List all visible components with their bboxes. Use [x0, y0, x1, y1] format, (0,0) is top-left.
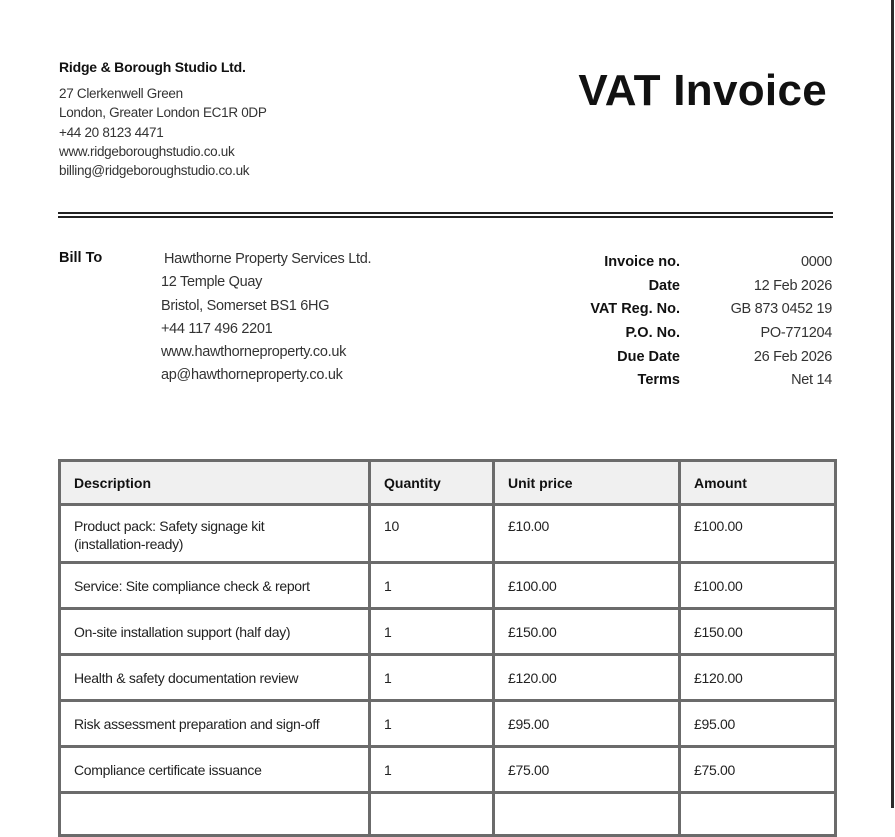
meta-value: Net 14 — [791, 372, 832, 389]
meta-label: Due Date — [617, 348, 680, 365]
column-header-amount: Amount — [680, 461, 836, 505]
meta-row-terms — [560, 368, 833, 392]
meta-label: Invoice no. — [604, 253, 680, 270]
cell-description: Health & safety documentation review — [60, 655, 370, 701]
cell-quantity: 1 — [370, 609, 494, 655]
bill-to-address-line2: Bristol, Somerset BS1 6HG — [161, 297, 330, 314]
bill-to-address-line1: 12 Temple Quay — [161, 274, 263, 291]
seller-details — [59, 84, 267, 180]
cell-amount: £100.00 — [680, 563, 836, 609]
table-row — [60, 609, 836, 655]
cell-description — [60, 505, 370, 563]
cell-description: Service: Site compliance check & report — [60, 563, 370, 609]
table-header-row — [60, 461, 836, 505]
document-title: VAT Invoice — [578, 66, 827, 115]
table-row — [60, 747, 836, 793]
cell-quantity: 10 — [370, 505, 494, 563]
cell-quantity — [370, 793, 494, 836]
cell-description: Risk assessment preparation and sign-off — [60, 701, 370, 747]
meta-row-date — [560, 274, 833, 298]
seller-website: www.ridgeboroughstudio.co.uk — [59, 143, 235, 159]
table-row — [60, 701, 836, 747]
seller-phone: +44 20 8123 4471 — [59, 124, 164, 140]
cell-unit-price — [494, 793, 680, 836]
bill-to-phone: +44 117 496 2201 — [161, 320, 273, 337]
meta-label: Date — [648, 277, 680, 294]
seller-email: billing@ridgeboroughstudio.co.uk — [59, 163, 250, 179]
cell-amount: £75.00 — [680, 747, 836, 793]
column-header-unit-price: Unit price — [494, 461, 680, 505]
cell-amount: £100.00 — [680, 505, 836, 563]
meta-value: GB 873 0452 19 — [730, 301, 832, 318]
cell-quantity: 1 — [370, 747, 494, 793]
meta-row-vat-reg — [560, 297, 833, 321]
meta-row-invoice-no — [560, 250, 833, 274]
seller-address-line2: London, Greater London EC1R 0DP — [59, 105, 267, 121]
seller-address-line1: 27 Clerkenwell Green — [59, 86, 183, 101]
line-items-table — [58, 459, 837, 837]
cell-amount: £150.00 — [680, 609, 836, 655]
cell-amount: £120.00 — [680, 655, 836, 701]
cell-unit-price: £95.00 — [494, 701, 680, 747]
meta-row-po-no — [560, 321, 833, 345]
table-row-cutoff — [60, 793, 836, 836]
column-header-description: Description — [60, 461, 370, 505]
cell-unit-price: £75.00 — [494, 747, 680, 793]
column-header-quantity: Quantity — [370, 461, 494, 505]
bill-to-website: www.hawthorneproperty.co.uk — [161, 344, 347, 361]
meta-value: PO-771204 — [760, 324, 832, 341]
cell-quantity: 1 — [370, 701, 494, 747]
cell-description: On-site installation support (half day) — [60, 609, 370, 655]
cell-description — [60, 793, 370, 836]
header-divider-top — [58, 212, 833, 214]
table-row — [60, 655, 836, 701]
meta-value: 26 Feb 2026 — [753, 348, 832, 365]
description-line1: Product pack: Safety signage kit — [74, 518, 265, 534]
table-row — [60, 563, 836, 609]
header-divider-bottom — [58, 216, 833, 218]
cell-quantity: 1 — [370, 563, 494, 609]
meta-label: P.O. No. — [625, 324, 680, 341]
table-row — [60, 505, 836, 563]
meta-label: Terms — [637, 372, 680, 389]
bill-to-email: ap@hawthorneproperty.co.uk — [161, 367, 343, 384]
bill-to-name: Hawthorne Property Services Ltd. — [164, 251, 372, 267]
meta-label: VAT Reg. No. — [590, 301, 680, 318]
description-line2: (installation-ready) — [74, 536, 184, 552]
cell-unit-price: £100.00 — [494, 563, 680, 609]
cell-unit-price: £10.00 — [494, 505, 680, 563]
bill-to-details — [161, 248, 371, 388]
cell-quantity: 1 — [370, 655, 494, 701]
cell-unit-price: £120.00 — [494, 655, 680, 701]
cell-amount: £95.00 — [680, 701, 836, 747]
bill-to-label: Bill To — [59, 250, 103, 266]
cell-unit-price: £150.00 — [494, 609, 680, 655]
meta-value: 0000 — [800, 253, 832, 270]
meta-value: 12 Feb 2026 — [753, 277, 832, 294]
cell-amount — [680, 793, 836, 836]
meta-row-due-date — [560, 345, 833, 369]
seller-name: Ridge & Borough Studio Ltd. — [59, 59, 246, 75]
cell-description: Compliance certificate issuance — [60, 747, 370, 793]
invoice-meta — [560, 250, 833, 392]
